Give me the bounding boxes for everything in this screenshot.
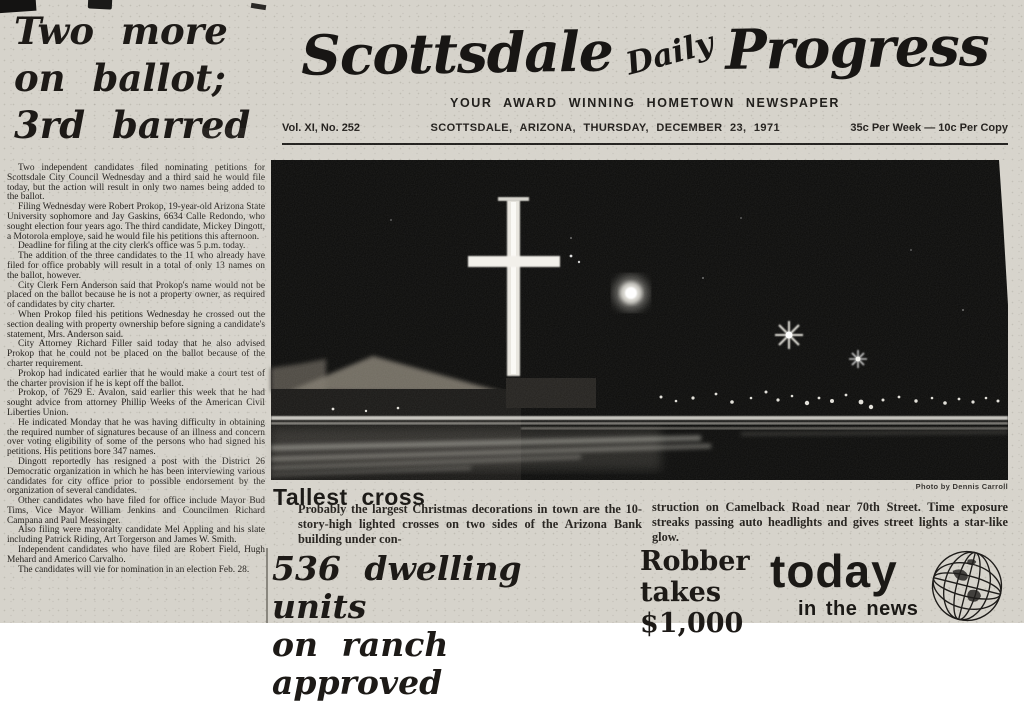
article-paragraph: Filing Wednesday were Robert Prokop, 19-year-old Arizona State University sophomore and Jay Gaskins, 6634 Calle Redondo, who sought election four years ago. The third candidate, Mickey Dingott, a Motorola employe, said he would file his petitions this afternoon. (7, 202, 265, 242)
robber-headline-line: takes (640, 577, 722, 608)
caption-text-left: Probably the largest Christmas decorations in town are the 10-story-high lighted crosses on two sides of the Arizona Bank building under con- (298, 502, 642, 546)
lead-headline-line: on ballot; (14, 56, 226, 100)
lead-headline-line: 3rd barred (14, 103, 251, 147)
article-paragraph: He indicated Monday that he was having difficulty in obtaining the required number of signatures because of an illness and concern over voting eligibility of some of the persons who had signed his petitions. His petitions bore 347 names. (7, 417, 265, 458)
masthead-word-daily: Daily (622, 25, 718, 83)
article-paragraph: Other candidates who have filed for office include Mayor Bud Tims, Vice Mayor William Jenkins and Councilmen Richard Campana and Paul Messinger. (7, 496, 265, 526)
today-title: today (770, 545, 898, 597)
article-paragraph: When Prokop filed his petitions Wednesday he crossed out the section dealing with property ownership before signing a candidate's statement, Mrs. Anderson said. (7, 309, 265, 340)
dwelling-units-headline-line: on ranch approved (272, 625, 449, 702)
robber-headline-line: Robber (640, 546, 750, 577)
masthead-tagline: YOUR AWARD WINNING HOMETOWN NEWSPAPER (450, 96, 840, 110)
lead-headline-line: Two more (14, 9, 228, 53)
article-paragraph: Two independent candidates filed nominating petitions for Scottsdale City Council Wednesday and a third said he would file today, but the action will result in only two names being added to the ballot. (7, 163, 265, 203)
photo-credit: Photo by Dennis Carroll (915, 482, 1008, 491)
price-text: 35c Per Week — 10c Per Copy (850, 122, 1008, 134)
dwelling-units-headline-line: 536 dwelling units (272, 549, 522, 626)
volume-number: Vol. XI, No. 252 (282, 122, 361, 134)
today-subtitle: in the news (798, 598, 919, 620)
date-text: SCOTTSDALE, ARIZONA, THURSDAY, DECEMBER 23, 1971 (430, 122, 780, 134)
masthead-rule (282, 143, 1008, 145)
article-paragraph: City Clerk Fern Anderson said that Prokop's name would not be placed on the ballot because he is not a property owner, as required of candidates by city charter. (7, 280, 265, 311)
night-cross-photo (271, 160, 1008, 480)
column-rule (266, 548, 268, 623)
caption-text-right: struction on Camelback Road near 70th Street. Time exposure streaks passing auto headlights and gives street lights a star-like glow. (652, 500, 1008, 544)
masthead-word-scottsdale: Scottsdale (300, 18, 614, 88)
article-paragraph: Dingott reportedly has resigned a post with the District 26 Democratic organization in which he has been interviewing various candidates for city office prior to possible endorsement by the organization of several candidates. (7, 456, 265, 497)
article-paragraph: Also filing were mayoralty candidate Mel Appling and his slate including Patrick Riding, Art Torgerson and James W. Smith. (7, 525, 265, 546)
article-paragraph: Independent candidates who have filed are Robert Field, Hugh Mehard and Americo Carvalho. (7, 545, 265, 565)
article-paragraph: City Attorney Richard Filler said today that he also advised Prokop that he could not be placed on the ballot because of the charter requirement. (7, 339, 265, 369)
dwelling-units-headline (272, 550, 632, 702)
night-cross-photo-art (271, 160, 1008, 480)
caption-title: Tallest cross (273, 484, 426, 510)
masthead (277, 13, 1012, 103)
masthead-word-progress: Progress (724, 13, 990, 82)
lead-headline (14, 8, 266, 149)
article-paragraph: The candidates will vie for nomination in an election Feb. 28. (18, 564, 250, 575)
globe-icon (926, 546, 1008, 631)
robber-headline-line: $1,000 (640, 608, 744, 639)
robber-headline (640, 546, 780, 639)
article-paragraph: Prokop had indicated earlier that he would make a court test of the charter provision if he is kept off the ballot. (7, 368, 265, 389)
article-paragraph: Deadline for filing at the city clerk's office was 5 p.m. today. (18, 241, 246, 252)
today-in-the-news (770, 545, 920, 621)
dateline-row (282, 122, 1008, 134)
article-paragraph: Prokop, of 7629 E. Avalon, said earlier this week that he had sought advice from attorney Phillip Weeks of the American Civil Liberties Union. (7, 388, 265, 418)
lead-article-body (7, 164, 265, 620)
article-paragraph: The addition of the three candidates to the 11 who already have filed for office probably will result in a total of only 13 names on the ballot, however. (7, 251, 265, 281)
